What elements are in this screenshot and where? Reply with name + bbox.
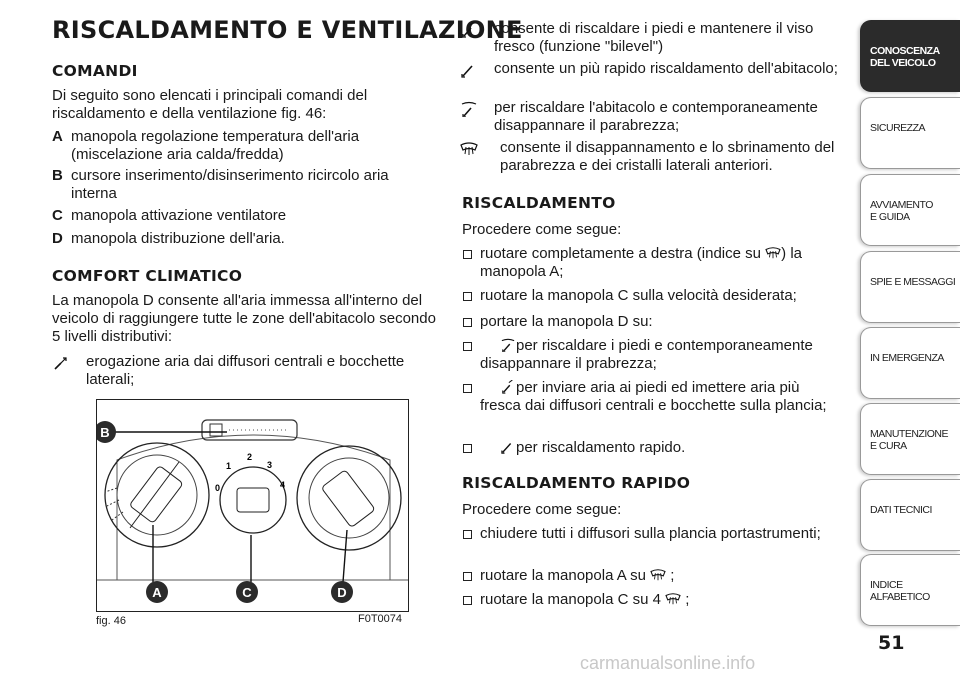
comandi-intro: Di seguito sono elencati i principali comandi del riscaldamento e della ventilazione fig. 46: [52, 87, 368, 122]
legend-item-c: C manopola attivazione ventilatore [52, 207, 287, 224]
callout-a [146, 581, 168, 603]
heading-comfort: COMFORT CLIMATICO [52, 267, 243, 285]
bilevel-icon [500, 380, 516, 394]
callout-b [97, 421, 116, 443]
heading-rapido: RISCALDAMENTO RAPIDO [462, 474, 691, 492]
svg-text:A: A [152, 585, 162, 600]
feet-icon [460, 62, 478, 78]
svg-text:D: D [337, 585, 347, 600]
riscaldamento-step-1: ruotare completamente a destra (indice su ) la manopola A; [462, 245, 842, 281]
page-number: 51 [878, 632, 905, 654]
feet-icon [500, 440, 516, 454]
face-vent-icon [52, 355, 70, 371]
riscaldamento-step-4: per riscaldare i piedi e contemporaneamente disappannare il prabrezza; [462, 337, 842, 373]
fan-speed-3: 3 [267, 460, 273, 470]
defrost-icon [665, 592, 681, 606]
svg-text:C: C [242, 585, 252, 600]
riscaldamento-intro: Procedere come segue: [462, 221, 622, 238]
fan-speed-4: 4 [280, 480, 286, 490]
riscaldamento-step-3: portare la manopola D su: [462, 313, 842, 331]
riscaldamento-step-6: per riscaldamento rapido. [462, 439, 842, 457]
tab-manutenzione-e-cura[interactable]: MANUTENZIONE E CURA [860, 403, 960, 475]
knob-d [297, 446, 401, 550]
rapido-intro: Procedere come segue: [462, 501, 622, 518]
bilevel-icon [460, 22, 478, 38]
figure-code: F0T0074 [358, 613, 403, 625]
tab-sicurezza[interactable]: SICUREZZA [860, 97, 960, 169]
watermark: carmanualsonline.info [580, 653, 756, 673]
tab-conoscenza-del-veicolo[interactable]: CONOSCENZA DEL VEICOLO [860, 20, 960, 92]
hvac-panel-drawing [97, 400, 409, 612]
mode-feet: consente un più rapido riscaldamento dell'abitacolo; [460, 60, 845, 78]
fan-speed-0: 0 [215, 483, 221, 493]
defrost-icon [765, 246, 781, 260]
page-title: RISCALDAMENTO E VENTILAZIONE [52, 16, 523, 44]
fan-speed-2: 2 [247, 452, 253, 462]
callout-d [331, 581, 353, 603]
rapido-step-2: ruotare la manopola A su ; [462, 567, 842, 585]
figure-label: fig. 46 [96, 615, 126, 627]
feet-defrost-icon [460, 101, 478, 117]
figure-46 [96, 399, 409, 612]
legend-item-a: A manopola regolazione temperatura dell'aria (miscelazione aria calda/fredda) [52, 128, 360, 163]
defrost-icon [460, 141, 478, 157]
tab-indice-alfabetico[interactable]: INDICE ALFABETICO [860, 554, 960, 626]
knob-c [215, 452, 286, 533]
riscaldamento-step-2: ruotare la manopola C sulla velocità desiderata; [462, 287, 842, 305]
heading-comandi: COMANDI [52, 62, 138, 80]
rapido-step-3: ruotare la manopola C su 4 ; [462, 591, 842, 609]
feet-defrost-icon [500, 338, 516, 352]
callout-c [236, 581, 258, 603]
comfort-intro: La manopola D consente all'aria immessa all'interno del veicolo di raggiungere tutte le zone dell'abitacolo secondo 5 livelli distributivi: [52, 292, 436, 345]
mode-feet-defrost: per riscaldare l'abitacolo e contemporaneamente disappannare il parabrezza; [460, 99, 845, 135]
mode-defrost: consente il disappannamento e lo sbrinamento del parabrezza e dei cristalli laterali anteriori. [460, 139, 845, 175]
tab-avviamento-e-guida[interactable]: AVVIAMENTO E GUIDA [860, 174, 960, 246]
fan-speed-1: 1 [226, 461, 232, 471]
svg-text:B: B [100, 425, 110, 440]
legend-item-d: D manopola distribuzione dell'aria. [52, 230, 285, 247]
tab-in-emergenza[interactable]: IN EMERGENZA [860, 327, 960, 399]
defrost-icon [650, 568, 666, 582]
mode-face: erogazione aria dai diffusori centrali e bocchette laterali; [52, 353, 432, 389]
legend-item-b: B cursore inserimento/disinserimento ricircolo aria interna [52, 167, 389, 202]
heading-riscaldamento: RISCALDAMENTO [462, 194, 616, 212]
knob-a [105, 443, 209, 547]
rapido-step-1: chiudere tutti i diffusori sulla plancia portastrumenti; [462, 525, 842, 543]
riscaldamento-step-5: per inviare aria ai piedi ed imettere aria più fresca dai diffusori centrali e bocchette sulla plancia; [462, 379, 842, 415]
tab-spie-e-messaggi[interactable]: SPIE E MESSAGGI [860, 251, 960, 323]
tab-dati-tecnici[interactable]: DATI TECNICI [860, 479, 960, 551]
mode-bilevel: consente di riscaldare i piedi e mantenere il viso fresco (funzione "bilevel") [460, 20, 845, 56]
